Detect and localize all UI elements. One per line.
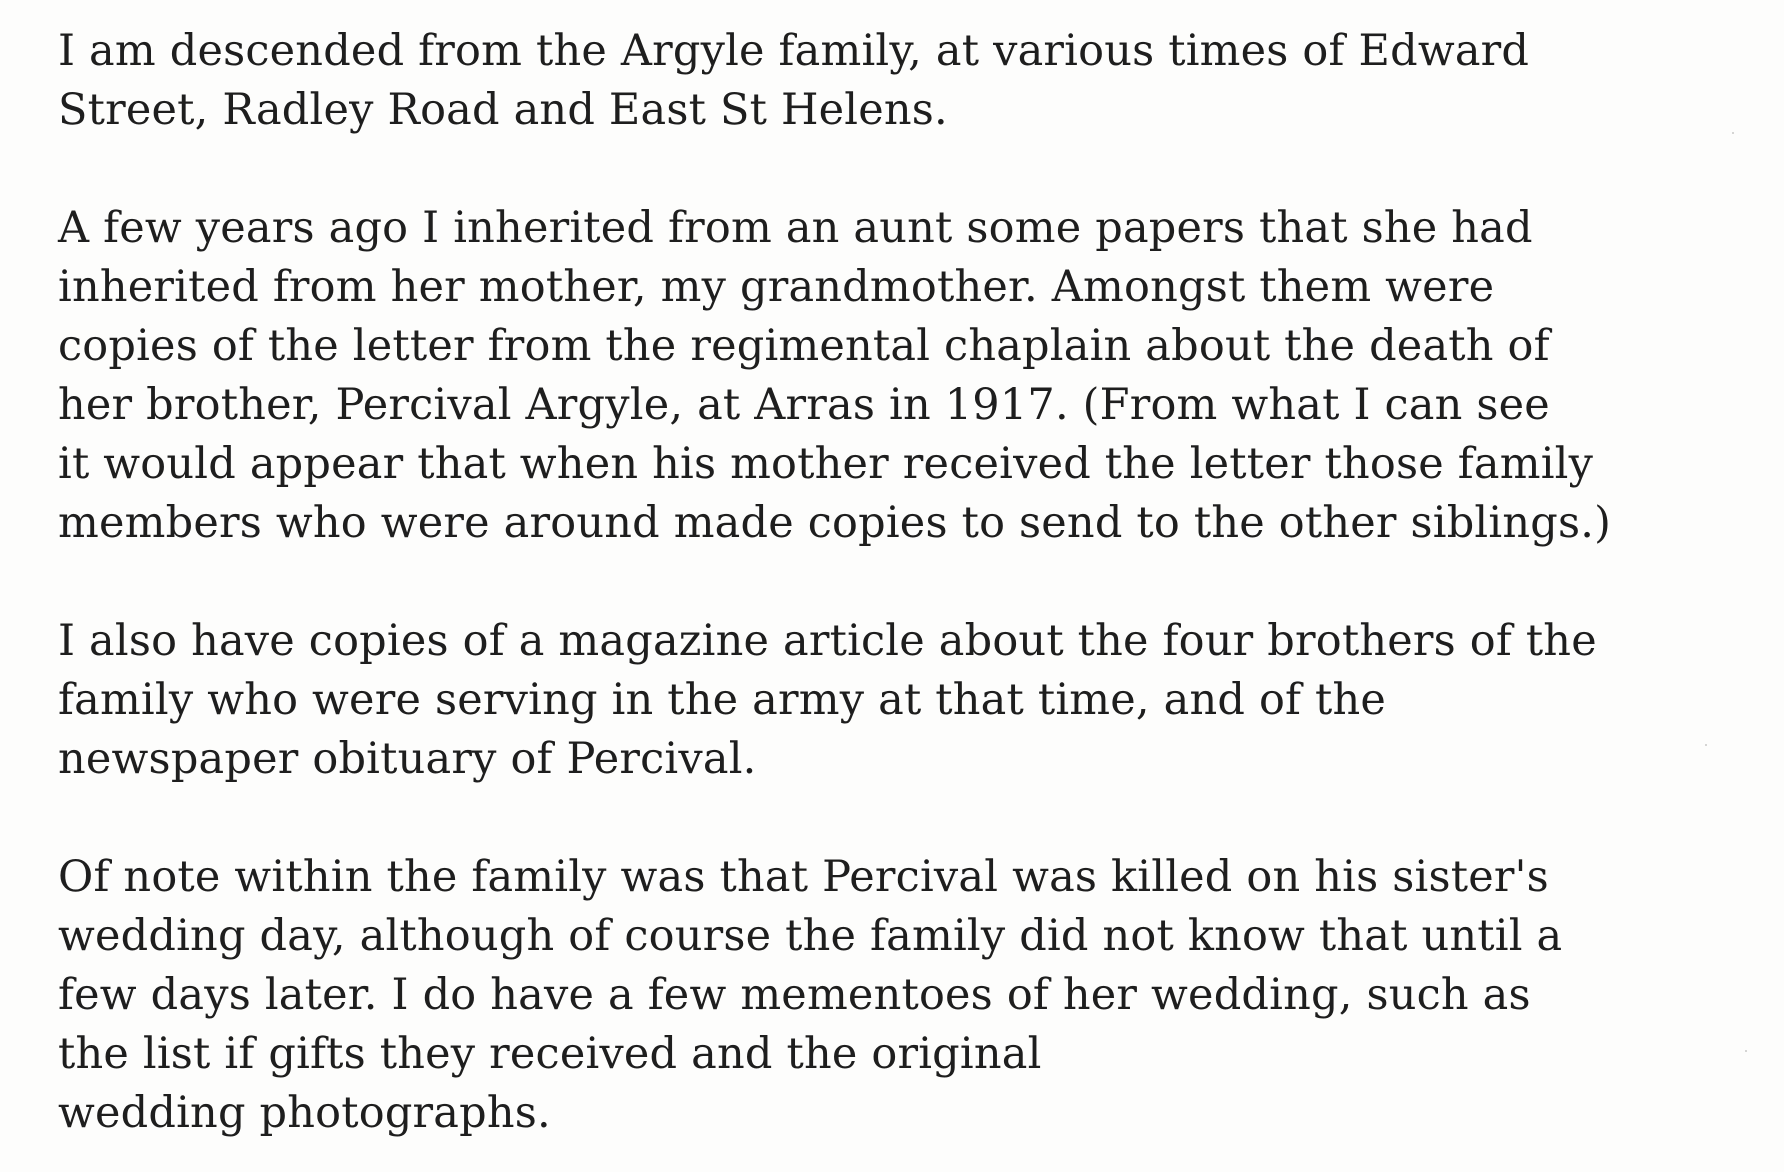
- scan-speck: [1705, 744, 1707, 746]
- paragraph-1: [58, 22, 1758, 140]
- text-line: wedding photographs.: [58, 1088, 551, 1138]
- text-line: few days later. I do have a few mementoes of her wedding, such as: [58, 970, 1531, 1020]
- paragraph-2: [58, 199, 1758, 553]
- text-line: copies of the letter from the regimental chaplain about the death of: [58, 321, 1550, 371]
- text-line: the list if gifts they received and the original: [58, 1029, 1042, 1079]
- text-line: wedding day, although of course the family did not know that until a: [58, 911, 1563, 961]
- text-line: I also have copies of a magazine article about the four brothers of the: [58, 616, 1597, 666]
- text-line: it would appear that when his mother received the letter those family: [58, 439, 1594, 489]
- text-line: members who were around made copies to send to the other siblings.): [58, 498, 1612, 548]
- paragraph-4: [58, 848, 1758, 1143]
- text-line: A few years ago I inherited from an aunt some papers that she had: [58, 203, 1533, 253]
- text-line: I am descended from the Argyle family, at various times of Edward: [58, 26, 1530, 76]
- text-line: her brother, Percival Argyle, at Arras in 1917. (From what I can see: [58, 380, 1550, 430]
- scan-speck: [1745, 1050, 1747, 1052]
- text-line: Street, Radley Road and East St Helens.: [58, 85, 948, 135]
- text-line: inherited from her mother, my grandmother. Amongst them were: [58, 262, 1495, 312]
- scan-speck: [1732, 132, 1734, 134]
- text-line: newspaper obituary of Percival.: [58, 734, 757, 784]
- text-line: family who were serving in the army at that time, and of the: [58, 675, 1387, 725]
- text-line: Of note within the family was that Percival was killed on his sister's: [58, 852, 1549, 902]
- document-body: [58, 22, 1758, 1143]
- paragraph-3: [58, 612, 1758, 789]
